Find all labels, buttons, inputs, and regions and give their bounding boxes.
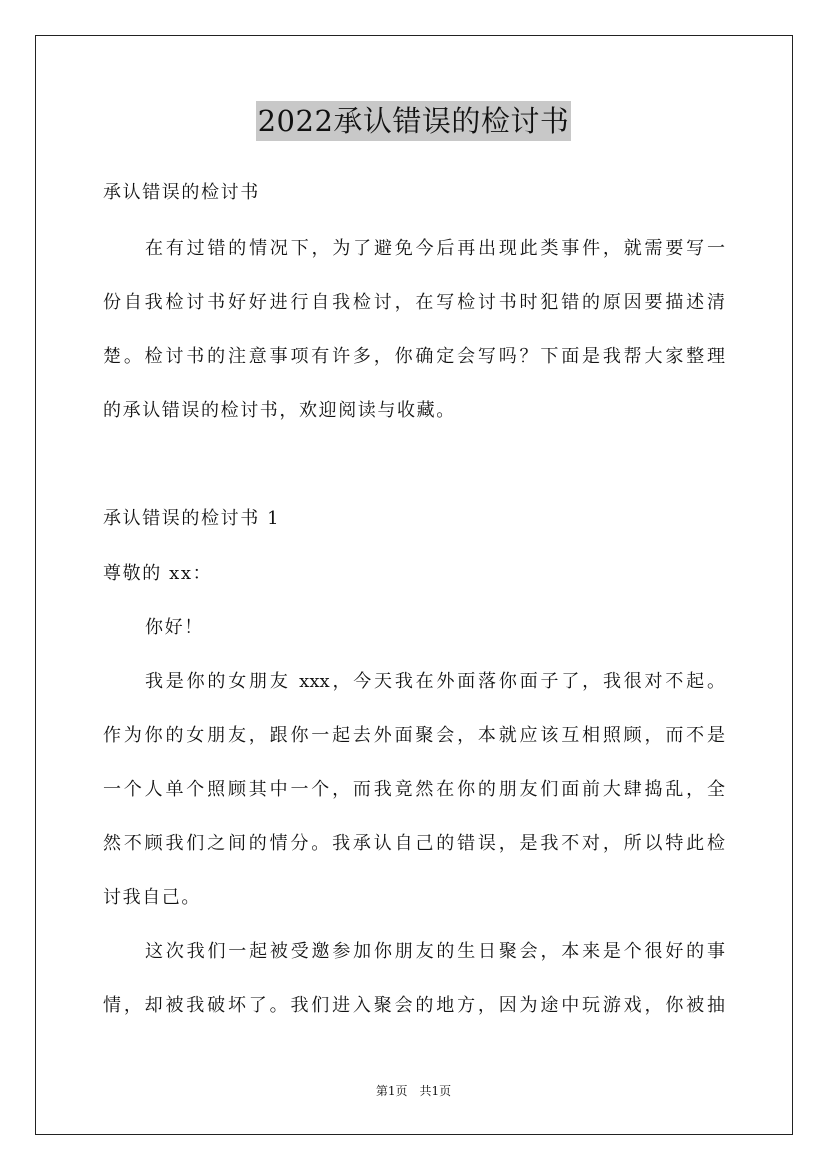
paragraph1-line-5: 讨我自己。 — [103, 887, 201, 908]
document-subtitle: 承认错误的检讨书 — [103, 182, 260, 203]
page-number-label: 第1页 共1页 — [375, 1084, 452, 1098]
paragraph1-line-3: 一个人单个照顾其中一个，而我竟然在你的朋友们面前大肆捣乱，全 — [103, 779, 725, 800]
intro-line-1: 在有过错的情况下，为了避免今后再出现此类事件，就需要写一 — [145, 238, 725, 259]
section-heading: 承认错误的检讨书 1 — [103, 508, 281, 529]
document-title: 2022承认错误的检讨书 — [256, 101, 572, 141]
salutation: 尊敬的 xx： — [103, 563, 213, 584]
intro-line-4: 的承认错误的检讨书，欢迎阅读与收藏。 — [103, 400, 456, 421]
greeting: 你好！ — [145, 617, 204, 638]
title-container — [0, 101, 827, 141]
paragraph2-line-1: 这次我们一起被受邀参加你朋友的生日聚会，本来是个很好的事 — [145, 941, 725, 962]
intro-line-3: 楚。检讨书的注意事项有许多，你确定会写吗？下面是我帮大家整理 — [103, 346, 725, 367]
paragraph2-line-2: 情，却被我破坏了。我们进入聚会的地方，因为途中玩游戏，你被抽 — [103, 995, 725, 1016]
paragraph1-line-2: 作为你的女朋友，跟你一起去外面聚会，本就应该互相照顾，而不是 — [103, 725, 725, 746]
paragraph1-line-1: 我是你的女朋友 xxx，今天我在外面落你面子了，我很对不起。 — [145, 671, 725, 692]
page-footer — [0, 1083, 827, 1099]
paragraph1-line-4: 然不顾我们之间的情分。我承认自己的错误，是我不对，所以特此检 — [103, 833, 725, 854]
intro-line-2: 份自我检讨书好好进行自我检讨，在写检讨书时犯错的原因要描述清 — [103, 292, 725, 313]
